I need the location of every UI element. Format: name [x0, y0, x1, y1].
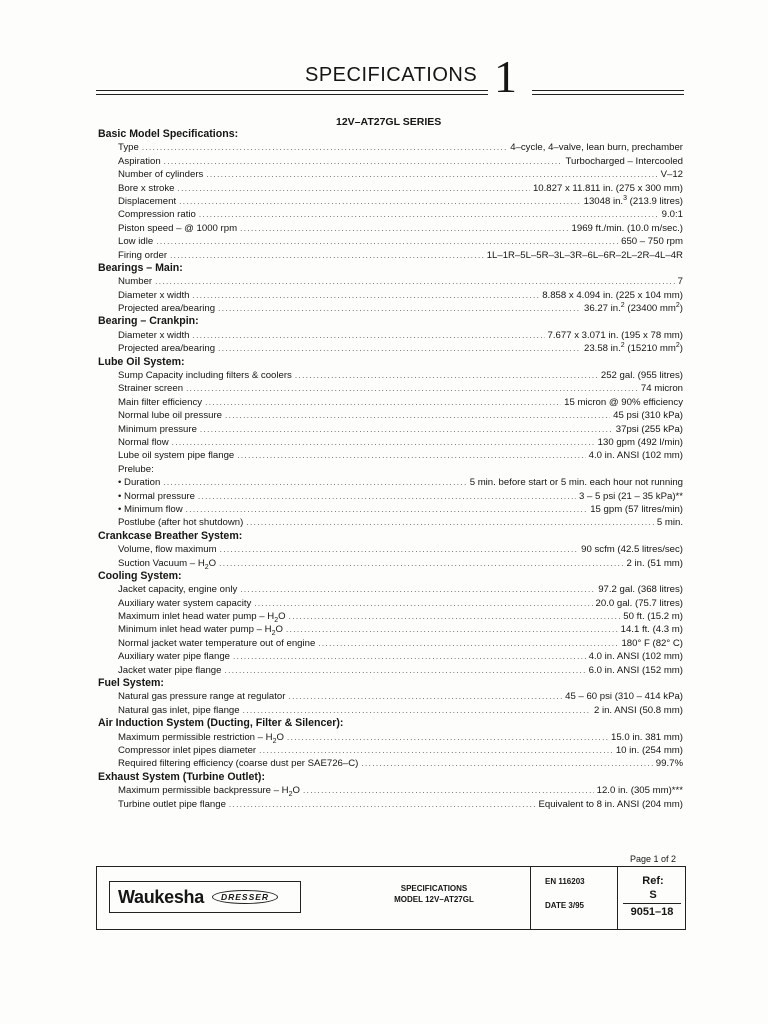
spec-label: • Minimum flow	[118, 503, 183, 515]
spec-row	[98, 155, 683, 168]
spec-label: Strainer screen	[118, 383, 184, 395]
spec-row	[98, 476, 683, 489]
spec-row	[98, 757, 683, 770]
spec-row	[98, 637, 683, 650]
ref-letter: S	[649, 889, 657, 901]
spec-label: Compressor inlet pipes diameter	[118, 744, 257, 756]
dresser-badge: DRESSER	[212, 890, 278, 904]
section-heading-air-induction-system-ducting-filter-silencer: Air Induction System (Ducting, Filter & Silencer):	[98, 717, 344, 730]
spec-row	[98, 195, 683, 208]
spec-value: 15 gpm (57 litres/min)	[590, 503, 683, 515]
spec-label: Aspiration	[118, 155, 161, 167]
leader-dots	[224, 664, 585, 677]
leader-dots	[170, 249, 484, 262]
leader-dots	[178, 182, 530, 195]
spec-label: Low idle	[118, 236, 154, 248]
spec-value: 20.0 gal. (75.7 litres)	[595, 597, 683, 609]
leader-dots	[237, 449, 585, 462]
leader-dots	[240, 222, 568, 235]
spec-value: 4.0 in. ANSI (102 mm)	[588, 450, 683, 462]
document-title-line-1: SPECIFICATIONS	[400, 884, 468, 893]
section-heading-crankcase-breather-system: Crankcase Breather System:	[98, 529, 243, 542]
spec-label: Required filtering efficiency (coarse dust per SAE726–C)	[118, 758, 359, 770]
leader-dots	[205, 396, 561, 409]
spec-row	[98, 784, 683, 797]
spec-value: 130 gpm (492 l/min)	[597, 436, 683, 448]
leader-dots	[287, 731, 608, 744]
spec-label: Normal flow	[118, 436, 169, 448]
spec-row	[98, 610, 683, 623]
spec-value: 14.1 ft. (4.3 m)	[620, 624, 683, 636]
leader-dots	[219, 557, 623, 570]
spec-row	[98, 329, 683, 342]
header-rule-left	[96, 90, 488, 91]
leader-dots	[220, 543, 579, 556]
series-title: 12V–AT27GL SERIES	[336, 116, 442, 128]
spec-value: 7.677 x 3.071 in. (195 x 78 mm)	[547, 329, 683, 341]
section-heading-basic-model-specifications: Basic Model Specifications:	[98, 128, 239, 140]
spec-row	[98, 141, 683, 154]
spec-value: 7	[677, 276, 683, 288]
spec-value: 4–cycle, 4–valve, lean burn, prechamber	[510, 142, 683, 154]
spec-label: Maximum inlet head water pump – $H_2O$	[118, 611, 286, 624]
spec-row	[98, 222, 683, 235]
spec-value: 50 ft. (15.2 m)	[623, 611, 683, 623]
leader-dots	[192, 289, 539, 302]
leader-dots	[186, 382, 638, 395]
spec-row	[98, 543, 683, 556]
spec-value: 5 min. before start or 5 min. each hour not running	[469, 477, 683, 489]
spec-value: 10.827 x 11.811 in. (275 x 300 mm)	[532, 182, 683, 194]
leader-dots	[225, 409, 610, 422]
spec-value: 99.7%	[655, 758, 683, 770]
section-heading-exhaust-system-turbine-outlet: Exhaust System (Turbine Outlet):	[98, 770, 265, 783]
spec-row	[98, 423, 683, 436]
leader-dots	[172, 436, 595, 449]
leader-dots	[229, 798, 536, 811]
spec-value: 37psi (255 kPa)	[615, 423, 683, 435]
spec-value: Turbocharged – Intercooled	[565, 155, 683, 167]
spec-row	[98, 744, 683, 757]
spec-row	[98, 597, 683, 610]
spec-label: Normal lube oil pressure	[118, 410, 222, 422]
leader-dots	[198, 490, 576, 503]
leader-dots	[286, 623, 618, 636]
spec-value: 12.0 in. (305 mm)***	[596, 785, 683, 797]
spec-value: 1L–1R–5L–5R–3L–3R–6L–6R–2L–2R–4L–4R	[486, 249, 683, 261]
leader-dots	[163, 476, 466, 489]
spec-value: 252 gal. (955 litres)	[600, 370, 683, 382]
spec-label: Normal jacket water temperature out of engine	[118, 637, 316, 649]
leader-dots	[179, 195, 581, 208]
section-heading-cooling-system: Cooling System:	[98, 569, 182, 582]
leader-dots	[192, 329, 544, 342]
en-number: EN 116203	[545, 877, 585, 886]
spec-value: V–12	[660, 169, 683, 181]
spec-label: Auxiliary water system capacity	[118, 597, 252, 609]
spec-row	[98, 650, 683, 663]
section-heading-fuel-system: Fuel System:	[98, 677, 164, 690]
spec-label: Firing order	[118, 249, 168, 261]
spec-label: • Duration	[118, 477, 161, 489]
spec-label: Natural gas pressure range at regulator	[118, 691, 286, 703]
chapter-number: 1	[494, 51, 517, 102]
leader-dots	[254, 597, 592, 610]
spec-row	[98, 583, 683, 596]
spec-label: Maximum permissible backpressure – $H_2O$	[118, 785, 300, 799]
spec-row	[98, 382, 683, 395]
spec-row	[98, 798, 683, 811]
leader-dots	[289, 610, 621, 623]
spec-value: 2 in. (51 mm)	[626, 557, 683, 569]
spec-label: Natural gas inlet, pipe flange	[118, 704, 240, 716]
document-title-line-2: MODEL 12V–AT27GL	[394, 895, 474, 904]
leader-dots	[233, 650, 586, 663]
spec-row	[98, 302, 683, 315]
ref-label: Ref:	[642, 875, 664, 887]
leader-dots	[295, 369, 598, 382]
spec-row	[98, 436, 683, 449]
page-title: SPECIFICATIONS	[305, 64, 478, 86]
section-heading-lube-oil-system: Lube Oil System:	[98, 355, 185, 368]
leader-dots	[303, 784, 594, 797]
leader-dots	[142, 141, 507, 154]
leader-dots	[186, 503, 588, 516]
spec-row	[98, 208, 683, 221]
spec-label: Diameter x width	[118, 289, 190, 301]
spec-value: 15 micron @ 90% efficiency	[564, 396, 683, 408]
spec-value: 90 scfm (42.5 litres/sec)	[581, 544, 683, 556]
leader-dots	[318, 637, 618, 650]
spec-label: Auxiliary water pipe flange	[118, 651, 230, 663]
waukesha-logo	[109, 881, 301, 913]
spec-label: Diameter x width	[118, 329, 190, 341]
spec-label: Postlube (after hot shutdown)	[118, 517, 244, 529]
leader-dots	[246, 516, 654, 529]
section-heading-bearings-main: Bearings – Main:	[98, 261, 183, 274]
spec-value: Equivalent to 8 in. ANSI (204 mm)	[538, 798, 683, 810]
spec-label: Prelube:	[118, 463, 154, 475]
document-title	[359, 883, 509, 905]
spec-value: 36.27 in.$^2$ (23400 $mm^2$)	[583, 301, 683, 315]
spec-row	[98, 463, 683, 476]
spec-row	[98, 731, 683, 744]
leader-dots	[199, 208, 659, 221]
spec-label: Main filter efficiency	[118, 396, 203, 408]
spec-value: 5 min.	[656, 517, 683, 529]
spec-label: Suction Vacuum – $H_2O$	[118, 557, 217, 571]
spec-label: Sump Capacity including filters & coolers	[118, 370, 292, 382]
spec-label: Jacket water pipe flange	[118, 664, 222, 676]
spec-row	[98, 409, 683, 422]
spec-row	[98, 289, 683, 302]
brand-name: Waukesha	[118, 886, 204, 907]
leader-dots	[361, 757, 652, 770]
spec-row	[98, 516, 683, 529]
spec-value: 13048 in.$^3$ (213.9 litres)	[583, 194, 683, 207]
spec-label: Turbine outlet pipe flange	[118, 798, 226, 810]
spec-value: 74 micron	[640, 383, 683, 395]
spec-label: Minimum inlet head water pump – $H_2O$	[118, 624, 283, 638]
spec-row	[98, 249, 683, 262]
document-date: DATE 3/95	[545, 901, 584, 910]
spec-label: Volume, flow maximum	[118, 544, 217, 556]
ref-number: 9051–18	[630, 906, 674, 918]
spec-row	[98, 275, 683, 288]
spec-value: 4.0 in. ANSI (102 mm)	[588, 651, 683, 663]
page-number: Page 1 of 2	[630, 854, 677, 864]
spec-value: 8.858 x 4.094 in. (225 x 104 mm)	[542, 289, 683, 301]
spec-label: Projected area/bearing	[118, 303, 216, 315]
spec-label: Projected area/bearing	[118, 343, 216, 355]
spec-row	[98, 168, 683, 181]
spec-label: Lube oil system pipe flange	[118, 450, 235, 462]
spec-label: Compression ratio	[118, 209, 196, 221]
spec-value: 1969 ft./min. (10.0 m/sec.)	[571, 222, 683, 234]
spec-label: Type	[118, 142, 139, 154]
spec-value: 650 – 750 rpm	[621, 236, 683, 248]
spec-row	[98, 690, 683, 703]
spec-row	[98, 664, 683, 677]
section-heading-bearing-crankpin: Bearing – Crankpin:	[98, 315, 199, 328]
spec-value: 45 – 60 psi (310 – 414 kPa)	[565, 691, 683, 703]
spec-label: Displacement	[118, 195, 177, 207]
spec-row	[98, 704, 683, 717]
header-rule-right	[532, 90, 684, 91]
spec-label: Number	[118, 276, 153, 288]
specification-list	[98, 128, 683, 811]
spec-row	[98, 623, 683, 636]
title-block	[96, 866, 686, 930]
leader-dots	[155, 275, 675, 288]
spec-value: 97.2 gal. (368 litres)	[598, 584, 683, 596]
header-rule-right-2	[532, 94, 684, 95]
spec-value: 6.0 in. ANSI (152 mm)	[588, 664, 683, 676]
spec-row	[98, 369, 683, 382]
leader-dots	[243, 704, 591, 717]
divider	[530, 867, 531, 929]
spec-label: Minimum pressure	[118, 423, 197, 435]
spec-row	[98, 396, 683, 409]
leader-dots	[240, 583, 595, 596]
leader-dots	[288, 690, 562, 703]
spec-label: • Normal pressure	[118, 490, 195, 502]
spec-value: 10 in. (254 mm)	[615, 744, 683, 756]
spec-label: Jacket capacity, engine only	[118, 584, 238, 596]
leader-dots	[259, 744, 613, 757]
spec-label: Bore x stroke	[118, 182, 175, 194]
leader-dots	[218, 342, 581, 355]
leader-dots	[218, 302, 581, 315]
spec-value: 180° F (82° C)	[621, 637, 683, 649]
spec-row	[98, 235, 683, 248]
spec-row	[98, 342, 683, 355]
spec-value: 2 in. ANSI (50.8 mm)	[593, 704, 683, 716]
spec-label: Piston speed – @ 1000 rpm	[118, 222, 238, 234]
spec-label: Maximum permissible restriction – $H_2O$	[118, 731, 284, 745]
spec-value: 45 psi (310 kPa)	[613, 410, 683, 422]
ref-divider	[623, 903, 681, 904]
spec-row	[98, 490, 683, 503]
leader-dots	[164, 155, 563, 168]
spec-value: 23.58 in.$^2$ (15210 $mm^2$)	[583, 342, 683, 355]
spec-label: Number of cylinders	[118, 169, 204, 181]
spec-value: 9.0:1	[661, 209, 683, 221]
spec-value: 15.0 in. 381 mm)	[611, 731, 683, 743]
spec-row	[98, 557, 683, 570]
leader-dots	[200, 423, 613, 436]
leader-dots	[156, 235, 618, 248]
leader-dots	[206, 168, 657, 181]
divider	[617, 867, 618, 929]
header-rule-left-2	[96, 94, 488, 95]
spec-row	[98, 449, 683, 462]
spec-row	[98, 503, 683, 516]
spec-row	[98, 182, 683, 195]
spec-value: 3 – 5 psi (21 – 35 kPa)**	[579, 490, 683, 502]
